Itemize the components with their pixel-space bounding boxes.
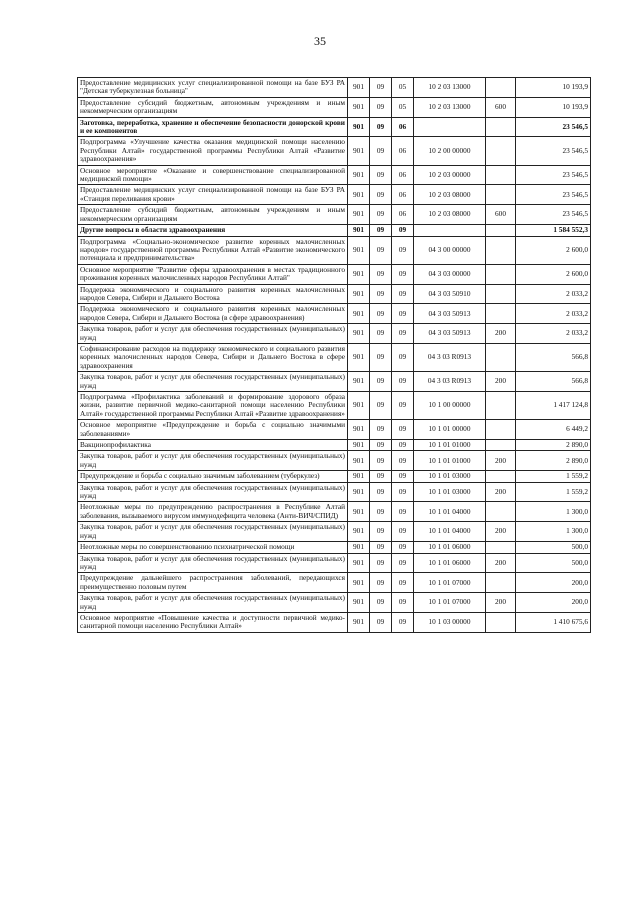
row-subsection-code: 06 <box>392 185 414 205</box>
row-name: Предоставление субсидий бюджетным, автономным учреждениям и иным некоммерческим организациям <box>78 97 348 117</box>
row-name: Закупка товаров, работ и услуг для обеспечения государственных (муниципальных) нужд <box>78 553 348 573</box>
row-target-article: 10 2 03 13000 <box>414 78 486 98</box>
row-name: Неотложные меры по предупреждению распространения в Республике Алтай заболевания, вызываемого вирусом иммунодефицита человека (Анти-ВИЧ/СПИД) <box>78 502 348 522</box>
row-name: Предоставление медицинских услуг специализированной помощи на базе БУЗ РА «Станция переливания крови» <box>78 185 348 205</box>
row-target-article: 10 1 01 06000 <box>414 553 486 573</box>
row-grbs-code: 901 <box>348 236 370 264</box>
table-row <box>78 440 591 451</box>
row-target-article: 04 3 03 50913 <box>414 324 486 344</box>
row-name: Закупка товаров, работ и услуг для обеспечения государственных (муниципальных) нужд <box>78 593 348 613</box>
row-target-article: 04 3 00 00000 <box>414 236 486 264</box>
table-row <box>78 117 591 137</box>
row-section-code: 09 <box>370 264 392 284</box>
row-subsection-code: 06 <box>392 165 414 185</box>
table-row <box>78 502 591 522</box>
table-row <box>78 343 591 371</box>
row-section-code: 09 <box>370 165 392 185</box>
row-expense-type <box>486 542 516 553</box>
row-name: Закупка товаров, работ и услуг для обеспечения государственных (муниципальных) нужд <box>78 522 348 542</box>
row-subsection-code: 09 <box>392 451 414 471</box>
row-name: Подпрограмма «Улучшение качества оказания медицинской помощи населению Республики Алтай» государственной программы Республики Алтай «Развитие здравоохранения» <box>78 137 348 165</box>
row-amount: 2 033,2 <box>516 284 591 304</box>
row-name: Предоставление субсидий бюджетным, автономным учреждениям и иным некоммерческим организациям <box>78 205 348 225</box>
row-name: Предоставление медицинских услуг специализированной помощи на базе БУЗ РА "Детская туберкулезная больница" <box>78 78 348 98</box>
row-grbs-code: 901 <box>348 440 370 451</box>
row-target-article: 10 1 01 06000 <box>414 542 486 553</box>
table-row <box>78 542 591 553</box>
row-expense-type <box>486 392 516 420</box>
table-row <box>78 264 591 284</box>
row-amount: 23 546,5 <box>516 117 591 137</box>
row-target-article: 10 2 03 13000 <box>414 97 486 117</box>
table-row <box>78 205 591 225</box>
row-section-code: 09 <box>370 372 392 392</box>
row-amount: 23 546,5 <box>516 205 591 225</box>
row-expense-type <box>486 225 516 236</box>
table-row <box>78 420 591 440</box>
table-row <box>78 137 591 165</box>
row-expense-type <box>486 343 516 371</box>
row-grbs-code: 901 <box>348 471 370 482</box>
budget-table-body <box>78 78 591 633</box>
row-target-article: 10 1 01 00000 <box>414 420 486 440</box>
row-subsection-code: 09 <box>392 392 414 420</box>
row-grbs-code: 901 <box>348 284 370 304</box>
row-target-article: 04 3 03 50910 <box>414 284 486 304</box>
row-target-article: 04 3 03 R0913 <box>414 372 486 392</box>
row-name: Другие вопросы в области здравоохранения <box>78 225 348 236</box>
row-amount: 1 584 552,3 <box>516 225 591 236</box>
row-subsection-code: 09 <box>392 284 414 304</box>
table-row <box>78 225 591 236</box>
row-amount: 2 600,0 <box>516 236 591 264</box>
row-subsection-code: 09 <box>392 482 414 502</box>
row-amount: 1 559,2 <box>516 471 591 482</box>
row-expense-type <box>486 185 516 205</box>
row-amount: 500,0 <box>516 553 591 573</box>
row-section-code: 09 <box>370 573 392 593</box>
row-subsection-code: 09 <box>392 573 414 593</box>
table-row <box>78 451 591 471</box>
row-subsection-code: 09 <box>392 522 414 542</box>
row-grbs-code: 901 <box>348 97 370 117</box>
row-section-code: 09 <box>370 451 392 471</box>
row-subsection-code: 09 <box>392 420 414 440</box>
row-name: Поддержка экономического и социального развития коренных малочисленных народов Севера, Сибири и Дальнего Востока <box>78 284 348 304</box>
row-expense-type: 200 <box>486 593 516 613</box>
table-row <box>78 471 591 482</box>
row-amount: 2 033,2 <box>516 304 591 324</box>
row-subsection-code: 09 <box>392 440 414 451</box>
row-name: Подпрограмма «Социально-экономическое развитие коренных малочисленных народов» государственной программы Республики Алтай «Развитие экономического потенциала и предпринимательства» <box>78 236 348 264</box>
row-expense-type: 600 <box>486 97 516 117</box>
row-name: Поддержка экономического и социального развития коренных малочисленных народов Севера, Сибири и Дальнего Востока (в сфере здравоохранения) <box>78 304 348 324</box>
row-target-article: 10 1 01 04000 <box>414 502 486 522</box>
row-target-article <box>414 225 486 236</box>
row-section-code: 09 <box>370 117 392 137</box>
row-amount: 23 546,5 <box>516 137 591 165</box>
row-expense-type <box>486 471 516 482</box>
row-subsection-code: 09 <box>392 502 414 522</box>
row-subsection-code: 09 <box>392 225 414 236</box>
row-grbs-code: 901 <box>348 372 370 392</box>
row-grbs-code: 901 <box>348 522 370 542</box>
row-target-article: 04 3 03 00000 <box>414 264 486 284</box>
row-subsection-code: 09 <box>392 593 414 613</box>
row-amount: 1 417 124,8 <box>516 392 591 420</box>
row-expense-type: 200 <box>486 372 516 392</box>
row-expense-type <box>486 165 516 185</box>
row-expense-type <box>486 284 516 304</box>
row-amount: 10 193,9 <box>516 78 591 98</box>
row-section-code: 09 <box>370 205 392 225</box>
row-grbs-code: 901 <box>348 324 370 344</box>
table-row <box>78 392 591 420</box>
row-amount: 1 559,2 <box>516 482 591 502</box>
row-section-code: 09 <box>370 553 392 573</box>
row-name: Софинансирование расходов на поддержку экономического и социального развития коренных малочисленных народов Севера, Сибири и Дальнего Востока в сфере здравоохранения <box>78 343 348 371</box>
row-grbs-code: 901 <box>348 593 370 613</box>
row-subsection-code: 09 <box>392 372 414 392</box>
row-subsection-code: 09 <box>392 236 414 264</box>
row-grbs-code: 901 <box>348 612 370 632</box>
row-amount: 10 193,9 <box>516 97 591 117</box>
row-target-article: 10 1 01 07000 <box>414 573 486 593</box>
row-target-article: 04 3 03 50913 <box>414 304 486 324</box>
row-target-article: 10 1 01 04000 <box>414 522 486 542</box>
row-expense-type: 200 <box>486 553 516 573</box>
row-subsection-code: 05 <box>392 78 414 98</box>
row-expense-type <box>486 502 516 522</box>
row-amount: 566,8 <box>516 372 591 392</box>
table-row <box>78 284 591 304</box>
row-subsection-code: 09 <box>392 542 414 553</box>
row-grbs-code: 901 <box>348 573 370 593</box>
row-section-code: 09 <box>370 612 392 632</box>
row-subsection-code: 09 <box>392 612 414 632</box>
row-target-article: 10 2 03 08000 <box>414 205 486 225</box>
row-expense-type <box>486 117 516 137</box>
row-name: Закупка товаров, работ и услуг для обеспечения государственных (муниципальных) нужд <box>78 482 348 502</box>
row-section-code: 09 <box>370 502 392 522</box>
row-name: Предупреждение дальнейшего распространения заболеваний, передающихся преимущественно половым путем <box>78 573 348 593</box>
row-section-code: 09 <box>370 324 392 344</box>
table-row <box>78 78 591 98</box>
budget-table <box>77 77 591 633</box>
row-name: Основное мероприятие «Оказание и совершенствование специализированной медицинской помощи» <box>78 165 348 185</box>
row-target-article: 10 1 01 03000 <box>414 482 486 502</box>
row-section-code: 09 <box>370 522 392 542</box>
row-name: Закупка товаров, работ и услуг для обеспечения государственных (муниципальных) нужд <box>78 372 348 392</box>
row-name: Основное мероприятие «Предупреждение и борьба с социально значимыми заболеваниями» <box>78 420 348 440</box>
row-grbs-code: 901 <box>348 304 370 324</box>
row-subsection-code: 06 <box>392 137 414 165</box>
row-grbs-code: 901 <box>348 392 370 420</box>
row-section-code: 09 <box>370 304 392 324</box>
row-subsection-code: 06 <box>392 205 414 225</box>
table-row <box>78 165 591 185</box>
row-amount: 1 300,0 <box>516 502 591 522</box>
row-subsection-code: 09 <box>392 264 414 284</box>
row-expense-type: 600 <box>486 205 516 225</box>
row-expense-type <box>486 612 516 632</box>
row-section-code: 09 <box>370 420 392 440</box>
row-expense-type <box>486 573 516 593</box>
row-subsection-code: 09 <box>392 304 414 324</box>
row-amount: 1 410 675,6 <box>516 612 591 632</box>
row-amount: 500,0 <box>516 542 591 553</box>
table-row <box>78 573 591 593</box>
row-expense-type: 200 <box>486 522 516 542</box>
row-target-article: 10 1 00 00000 <box>414 392 486 420</box>
row-target-article: 10 2 03 08000 <box>414 185 486 205</box>
row-name: Закупка товаров, работ и услуг для обеспечения государственных (муниципальных) нужд <box>78 324 348 344</box>
row-grbs-code: 901 <box>348 205 370 225</box>
row-amount: 1 300,0 <box>516 522 591 542</box>
row-section-code: 09 <box>370 185 392 205</box>
row-grbs-code: 901 <box>348 542 370 553</box>
table-row <box>78 236 591 264</box>
row-expense-type: 200 <box>486 451 516 471</box>
row-section-code: 09 <box>370 542 392 553</box>
row-section-code: 09 <box>370 440 392 451</box>
row-target-article: 04 3 03 R0913 <box>414 343 486 371</box>
table-row <box>78 185 591 205</box>
row-grbs-code: 901 <box>348 225 370 236</box>
row-amount: 6 449,2 <box>516 420 591 440</box>
row-section-code: 09 <box>370 392 392 420</box>
row-target-article: 10 2 00 00000 <box>414 137 486 165</box>
row-amount: 200,0 <box>516 593 591 613</box>
row-grbs-code: 901 <box>348 420 370 440</box>
row-name: Предупреждение и борьба с социально значимым заболеванием (туберкулез) <box>78 471 348 482</box>
table-row <box>78 612 591 632</box>
row-expense-type <box>486 264 516 284</box>
row-amount: 2 890,0 <box>516 440 591 451</box>
row-grbs-code: 901 <box>348 553 370 573</box>
row-grbs-code: 901 <box>348 502 370 522</box>
table-row <box>78 482 591 502</box>
table-row <box>78 324 591 344</box>
row-name: Основное мероприятие «Повышение качества и доступности первичной медико-санитарной помощи населению Республики Алтай» <box>78 612 348 632</box>
row-subsection-code: 09 <box>392 324 414 344</box>
row-name: Закупка товаров, работ и услуг для обеспечения государственных (муниципальных) нужд <box>78 451 348 471</box>
row-section-code: 09 <box>370 137 392 165</box>
row-name: Неотложные меры по совершенствованию психиатрической помощи <box>78 542 348 553</box>
row-target-article: 10 1 01 01000 <box>414 451 486 471</box>
row-name: Заготовка, переработка, хранение и обеспечение безопасности донорской крови и ее компонентов <box>78 117 348 137</box>
table-row <box>78 304 591 324</box>
row-section-code: 09 <box>370 593 392 613</box>
row-expense-type <box>486 420 516 440</box>
row-target-article: 10 1 01 03000 <box>414 471 486 482</box>
row-expense-type: 200 <box>486 482 516 502</box>
row-grbs-code: 901 <box>348 185 370 205</box>
row-name: Вакцинопрофилактика <box>78 440 348 451</box>
row-section-code: 09 <box>370 236 392 264</box>
row-amount: 23 546,5 <box>516 185 591 205</box>
row-expense-type: 200 <box>486 324 516 344</box>
row-expense-type <box>486 236 516 264</box>
row-amount: 566,8 <box>516 343 591 371</box>
row-subsection-code: 09 <box>392 343 414 371</box>
row-section-code: 09 <box>370 284 392 304</box>
row-target-article: 10 2 03 00000 <box>414 165 486 185</box>
row-expense-type <box>486 137 516 165</box>
table-row <box>78 97 591 117</box>
row-amount: 200,0 <box>516 573 591 593</box>
row-subsection-code: 09 <box>392 471 414 482</box>
row-amount: 2 033,2 <box>516 324 591 344</box>
row-section-code: 09 <box>370 97 392 117</box>
row-subsection-code: 05 <box>392 97 414 117</box>
row-grbs-code: 901 <box>348 137 370 165</box>
row-name: Основное мероприятие "Развитие сферы здравоохранения в местах традиционного проживания коренных малочисленных народов Республики Алтай" <box>78 264 348 284</box>
row-grbs-code: 901 <box>348 165 370 185</box>
row-target-article <box>414 117 486 137</box>
row-grbs-code: 901 <box>348 451 370 471</box>
row-target-article: 10 1 01 07000 <box>414 593 486 613</box>
row-amount: 23 546,5 <box>516 165 591 185</box>
row-target-article: 10 1 01 01000 <box>414 440 486 451</box>
row-expense-type <box>486 78 516 98</box>
table-row <box>78 522 591 542</box>
row-amount: 2 600,0 <box>516 264 591 284</box>
row-grbs-code: 901 <box>348 482 370 502</box>
row-section-code: 09 <box>370 471 392 482</box>
row-section-code: 09 <box>370 225 392 236</box>
row-section-code: 09 <box>370 343 392 371</box>
row-section-code: 09 <box>370 78 392 98</box>
row-amount: 2 890,0 <box>516 451 591 471</box>
row-grbs-code: 901 <box>348 343 370 371</box>
row-target-article: 10 1 03 00000 <box>414 612 486 632</box>
row-subsection-code: 06 <box>392 117 414 137</box>
row-expense-type <box>486 304 516 324</box>
row-expense-type <box>486 440 516 451</box>
row-section-code: 09 <box>370 482 392 502</box>
table-row <box>78 553 591 573</box>
table-row <box>78 593 591 613</box>
row-grbs-code: 901 <box>348 264 370 284</box>
row-grbs-code: 901 <box>348 78 370 98</box>
row-subsection-code: 09 <box>392 553 414 573</box>
row-grbs-code: 901 <box>348 117 370 137</box>
page-number: 35 <box>314 34 326 48</box>
row-name: Подпрограмма «Профилактика заболеваний и формирование здорового образа жизни, развитие первичной медико-санитарной помощи населению Республики Алтай» государственной программы Республики Алтай «Развитие здравоохранения» <box>78 392 348 420</box>
table-row <box>78 372 591 392</box>
